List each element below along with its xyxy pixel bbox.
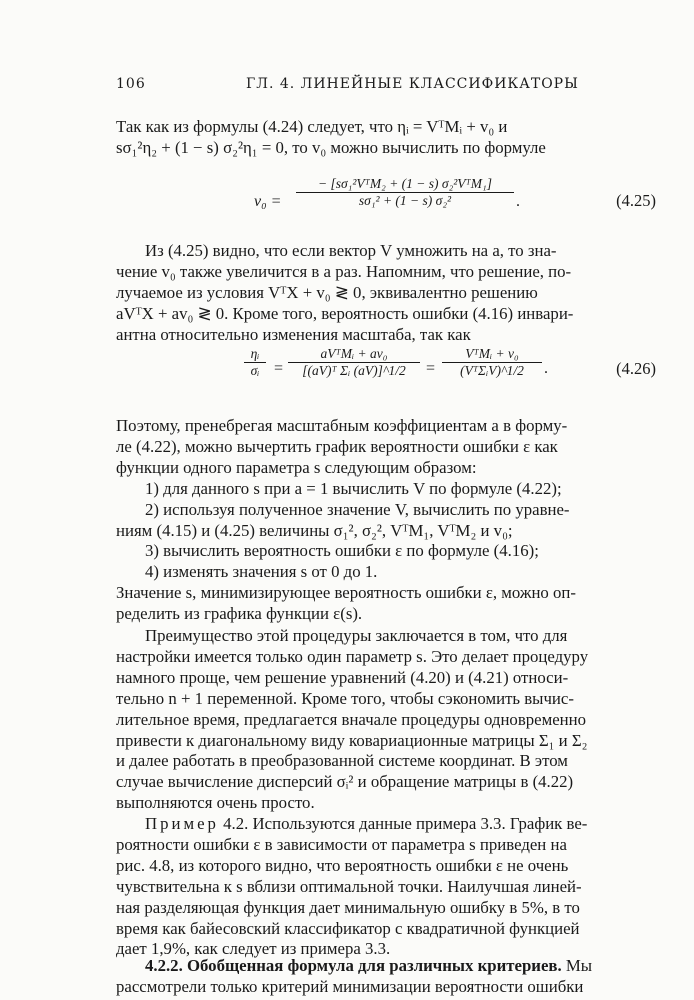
text-line: привести к диагональному виду ковариационные матрицы Σ₁ и Σ₂ <box>116 730 588 750</box>
text-line <box>116 956 656 977</box>
equals-sign: = <box>274 360 284 377</box>
text-line: и далее работать в преобразованной системе координат. В этом <box>116 751 568 771</box>
text-line: случае вычисление дисперсий σᵢ² и обращение матрицы в (4.22) <box>116 772 574 792</box>
fraction-numerator: ηᵢ <box>250 346 260 361</box>
section-heading: 4.2.2. Обобщенная формула для различных критериев. <box>145 956 562 975</box>
paragraph-2 <box>116 241 656 346</box>
text-line: Так как из формулы (4.24) следует, что ηᵢ = VᵀMᵢ + v₀ и <box>116 117 508 136</box>
equation-4-26 <box>116 344 656 400</box>
text-line: рис. 4.8, из которого видно, что вероятность ошибки ε не очень <box>116 855 569 875</box>
text-line: рассмотрели только критерий минимизации вероятности ошибки <box>116 977 584 996</box>
equation-4-25 <box>116 176 656 236</box>
fraction-numerator: aVᵀMᵢ + av₀ <box>320 346 388 361</box>
page-number: 106 <box>116 76 146 92</box>
text-line: ная разделяющая функция дает минимальную ошибку в 5%, в то <box>116 897 580 917</box>
text-span: 4.2. Используются данные примера 3.3. График ве- <box>223 814 588 833</box>
text-line: чение v₀ также увеличится в a раз. Напомним, что решение, по- <box>116 261 572 281</box>
paragraph-1 <box>116 117 656 159</box>
text-line: лительное время, предлагается вначале процедуры одновременно <box>116 709 587 729</box>
equation-tail: . <box>516 193 520 210</box>
text-line: чувствительна к s вблизи оптимальной точки. Наилучшая линей- <box>116 876 582 896</box>
running-title: ГЛ. 4. ЛИНЕЙНЫЕ КЛАССИФИКАТОРЫ <box>246 76 579 92</box>
equation-fraction <box>288 346 420 379</box>
text-line: aVᵀX + av₀ ≷ 0. Кроме того, вероятность ошибки (4.16) инвари- <box>116 303 574 323</box>
list-item: 3) вычислить вероятность ошибки ε по формуле (4.16); <box>145 541 539 561</box>
section-4-2-2-cont <box>116 977 656 998</box>
text-line: антна относительно изменения масштаба, так как <box>116 324 471 344</box>
text-line: намного проще, чем решение уравнений (4.20) и (4.21) относи- <box>116 667 569 687</box>
paragraph-4 <box>116 626 656 814</box>
text-line: Преимущество этой процедуры заключается в том, что для <box>145 626 568 645</box>
paragraph-5 <box>116 814 656 960</box>
equation-lhs: v₀ = <box>254 193 282 210</box>
equation-fraction <box>296 176 514 209</box>
text-line: тельно n + 1 переменной. Кроме того, чтобы сэкономить вычис- <box>116 688 574 708</box>
section-4-2-2 <box>116 956 656 977</box>
list-item: 1) для данного s при a = 1 вычислить V по формуле (4.22); <box>145 478 562 498</box>
fraction-numerator: − [sσ₁²VᵀM₂ + (1 − s) σ₂²VᵀM₁] <box>318 176 492 191</box>
equation-number: (4.26) <box>616 359 656 378</box>
equation-fraction <box>244 346 266 379</box>
text-line: ле (4.22), можно вычертить график вероятности ошибки ε как <box>116 436 558 456</box>
text-line: лучаемое из условия VᵀX + v₀ ≷ 0, эквивалентно решению <box>116 282 538 302</box>
text-line: функции одного параметра s следующим образом: <box>116 457 477 477</box>
equals-sign: = <box>426 360 436 377</box>
text-line: Из (4.25) видно, что если вектор V умножить на a, то зна- <box>145 241 557 260</box>
equation-number: (4.25) <box>616 191 656 210</box>
text-line: роятности ошибки ε в зависимости от параметра s приведен на <box>116 834 567 854</box>
fraction-denominator: sσ₁² + (1 − s) σ₂² <box>358 193 452 208</box>
list-item: 2) используя полученное значение V, вычислить по уравне- <box>145 499 570 519</box>
text-line: выполняются очень просто. <box>116 793 315 813</box>
fraction-denominator: (VᵀΣᵢV)^1/2 <box>460 363 524 378</box>
equation-tail: . <box>544 360 548 377</box>
fraction-denominator: σᵢ <box>250 363 260 378</box>
text-line: sσ₁²η₂ + (1 − s) σ₂²η₁ = 0, то v₀ можно вычислить по формуле <box>116 137 546 157</box>
equation-fraction <box>442 346 542 379</box>
text-line: дает 1,9%, как следует из примера 3.3. <box>116 939 391 959</box>
fraction-numerator: VᵀMᵢ + v₀ <box>465 346 519 361</box>
example-label: Пример <box>145 814 219 833</box>
text-line: настройки имеется только один параметр s. Это делает процедуру <box>116 646 589 666</box>
text-line: ределить из графика функции ε(s). <box>116 604 363 624</box>
text-line: время как байесовский классификатор с квадратичной функцией <box>116 918 580 938</box>
text-span: Мы <box>565 956 593 975</box>
list-item: ниям (4.15) и (4.25) величины σ₁², σ₂², VᵀM₁, VᵀM₂ и v₀; <box>116 520 513 540</box>
text-line <box>116 814 656 835</box>
fraction-denominator: [(aV)ᵀ Σᵢ (aV)]^1/2 <box>302 363 406 378</box>
text-line: Значение s, минимизирующее вероятность ошибки ε, можно оп- <box>116 583 576 603</box>
paragraph-3 <box>116 416 656 625</box>
text-line: Поэтому, пренебрегая масштабным коэффициентам a в форму- <box>116 416 568 435</box>
list-item: 4) изменять значения s от 0 до 1. <box>145 562 378 582</box>
